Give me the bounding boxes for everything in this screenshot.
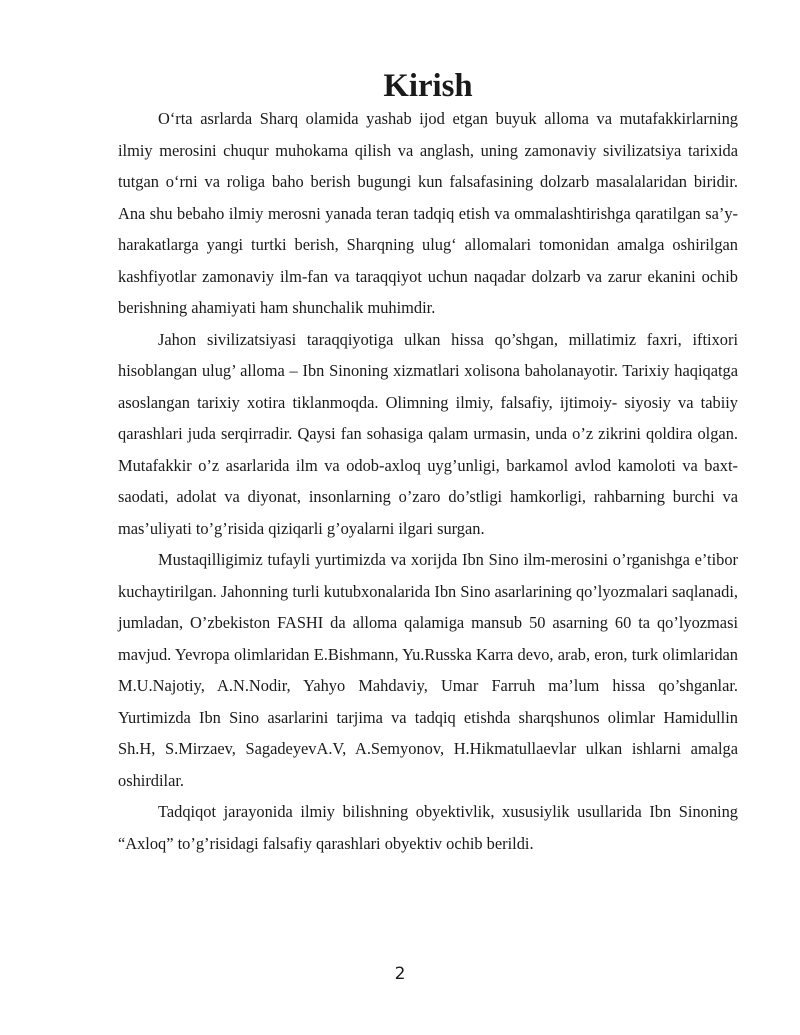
- section-title: Kirish: [383, 68, 473, 104]
- page-number: 2: [394, 964, 406, 984]
- page-content: [118, 68, 738, 859]
- paragraph-3: Mustaqilligimiz tufayli yurtimizda va xorijda Ibn Sino ilm-merosini o’rganishga e’tibor kuchaytirilgan. Jahonning turli kutubxonalarida Ibn Sino asarlarining qo’lyozmalari saqlanadi, jumladan, O’zbekiston FASHI da alloma qalamiga mansub 50 asarning 60 ta qo’lyozmasi mavjud. Yevropa olimlaridan E.Bishmann, Yu.Russka Karra devo, arab, eron, turk olimlaridan M.U.Najotiy, A.N.Nodir, Yahyo Mahdaviy, Umar Farruh ma’lum hissa qo’shganlar. Yurtimizda Ibn Sino asarlarini tarjima va tadqiq etishda sharqshunos olimlar Hamidullin Sh.H, S.Mirzaev, SagadeyevA.V, A.Semyonov, H.Hikmatullaevlar ulkan ishlarni amalga oshirdilar.: [118, 550, 738, 790]
- paragraph-2: Jahon sivilizatsiyasi taraqqiyotiga ulkan hissa qo’shgan, millatimiz faxri, iftixori hisoblangan ulug’ alloma – Ibn Sinoning xizmatlari xolisona baholanayotir. Tarixiy haqiqatga asoslangan tarixiy xotira tiklanmoqda. Olimning ilmiy, falsafiy, ijtimoiy- siyosiy va tabiiy qarashlari juda serqirradir. Qaysi fan sohasiga qalam urmasin, unda o’z zikrini qoldira olgan. Mutafakkir o’z asarlarida ilm va odob-axloq uyg’unligi, barkamol avlod kamoloti va baxt-saodati, adolat va diyonat, insonlarning o’zaro do’stligi hamkorligi, rahbarning burchi va mas’uliyati to’g’risida qiziqarli g’oyalarni ilgari surgan.: [118, 329, 738, 538]
- paragraph-1: O‘rta asrlarda Sharq olamida yashab ijod etgan buyuk alloma va mutafakkirlarning ilmiy merosini chuqur muhokama qilish va anglash, uning zamonaviy sivilizatsiya tarixida tutgan o‘rni va roliga baho berish bugungi kun falsafasining dolzarb masalalaridan biridir. Ana shu bebaho ilmiy merosni yanada teran tadqiq etish va ommalashtirishga qaratilgan sa’y-harakatlarga yangi turtki berish, Sharqning ulug‘ allomalari tomonidan amalga oshirilgan kashfiyotlar zamonaviy ilm-fan va taraqqiyot uchun naqadar dolzarb va zarur ekanini ochib berishning ahamiyati ham shunchalik muhimdir.: [118, 109, 738, 317]
- paragraph-4: Tadqiqot jarayonida ilmiy bilishning obyektivlik, xususiylik usullarida Ibn Sinoning “Axloq” to’g’risidagi falsafiy qarashlari obyektiv ochib berildi.: [118, 802, 738, 853]
